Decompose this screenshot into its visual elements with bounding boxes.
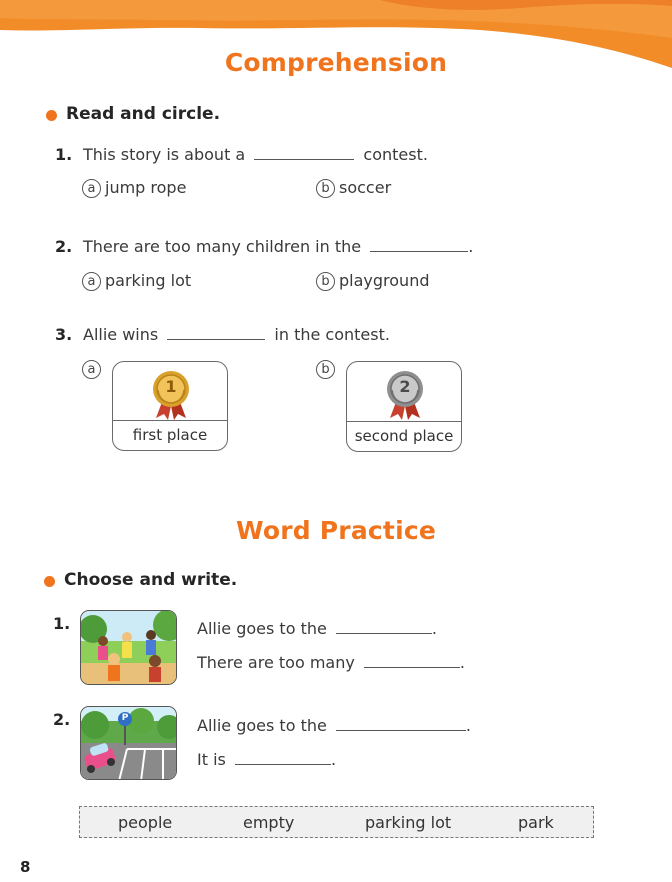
- sentence-end: .: [465, 716, 472, 735]
- question-number: 1.: [55, 145, 73, 164]
- question-number: 2.: [55, 237, 73, 256]
- word-bank: [79, 806, 594, 838]
- question-text-after: contest.: [363, 145, 428, 164]
- parking-lot-picture: [80, 706, 177, 780]
- answer-blank[interactable]: [235, 751, 331, 765]
- word-bank-item[interactable]: people: [118, 813, 173, 832]
- sentence-end: .: [459, 653, 465, 672]
- question-1-text: [83, 145, 428, 164]
- comprehension-title: Comprehension: [224, 48, 448, 77]
- answer-blank[interactable]: [336, 620, 432, 634]
- second-place-label: second place: [347, 421, 461, 451]
- park-picture: [80, 610, 177, 685]
- option-letter-b: b: [316, 179, 335, 198]
- wp-q1-line-1: [197, 619, 437, 638]
- question-text-before: Allie wins: [83, 325, 159, 344]
- wp-q2-line-1: [197, 716, 471, 735]
- answer-blank[interactable]: [167, 326, 265, 340]
- word-bank-item[interactable]: empty: [243, 813, 295, 832]
- sentence-end: .: [431, 619, 438, 638]
- sentence-text: There are too many: [197, 653, 355, 672]
- sentence-text: Allie goes to the: [197, 619, 327, 638]
- medal-number: 2: [399, 377, 411, 396]
- first-place-label: first place: [113, 420, 227, 450]
- question-number: 1.: [53, 614, 71, 633]
- option-a-marker[interactable]: [82, 359, 105, 379]
- sentence-text: Allie goes to the: [197, 716, 327, 735]
- answer-blank[interactable]: [254, 146, 354, 160]
- option-a[interactable]: [82, 271, 191, 291]
- bullet-icon: [44, 576, 55, 587]
- answer-blank[interactable]: [336, 717, 466, 731]
- question-text-after: .: [468, 237, 474, 256]
- page-number: 8: [20, 858, 31, 876]
- option-letter-b: b: [316, 360, 335, 379]
- second-place-card[interactable]: [346, 361, 462, 452]
- question-3-text: [83, 325, 390, 344]
- option-b[interactable]: [316, 178, 391, 198]
- read-and-circle-instruction: Read and circle.: [66, 104, 221, 124]
- word-bank-item[interactable]: park: [518, 813, 554, 832]
- question-number: 3.: [55, 325, 73, 344]
- option-letter-a: a: [82, 179, 101, 198]
- option-a-text: parking lot: [105, 271, 192, 290]
- medal-number: 1: [165, 377, 177, 396]
- option-letter-b: b: [316, 272, 335, 291]
- option-letter-a: a: [82, 272, 101, 291]
- question-2-text: [83, 237, 473, 256]
- bullet-icon: [46, 110, 57, 121]
- answer-blank[interactable]: [370, 238, 468, 252]
- answer-blank[interactable]: [364, 654, 460, 668]
- option-b[interactable]: [316, 271, 429, 291]
- first-place-card[interactable]: [112, 361, 228, 451]
- option-b-text: soccer: [339, 178, 392, 197]
- option-b-text: playground: [339, 271, 430, 290]
- question-number: 2.: [53, 710, 71, 729]
- choose-and-write-instruction: Choose and write.: [64, 570, 238, 590]
- question-text-before: There are too many children in the: [83, 237, 362, 256]
- word-bank-item[interactable]: parking lot: [365, 813, 452, 832]
- parking-sign-letter: P: [121, 713, 129, 723]
- question-text-after: in the contest.: [274, 325, 390, 344]
- option-a-text: jump rope: [105, 178, 187, 197]
- question-text-before: This story is about a: [83, 145, 246, 164]
- sentence-end: .: [330, 750, 337, 769]
- wp-q1-line-2: [197, 653, 465, 672]
- option-b-marker[interactable]: [316, 359, 339, 379]
- sentence-text: It is: [197, 750, 226, 769]
- option-letter-a: a: [82, 360, 101, 379]
- park-scene-icon: [81, 611, 177, 685]
- word-practice-title: Word Practice: [235, 516, 437, 545]
- option-a[interactable]: [82, 178, 186, 198]
- wp-q2-line-2: [197, 750, 336, 769]
